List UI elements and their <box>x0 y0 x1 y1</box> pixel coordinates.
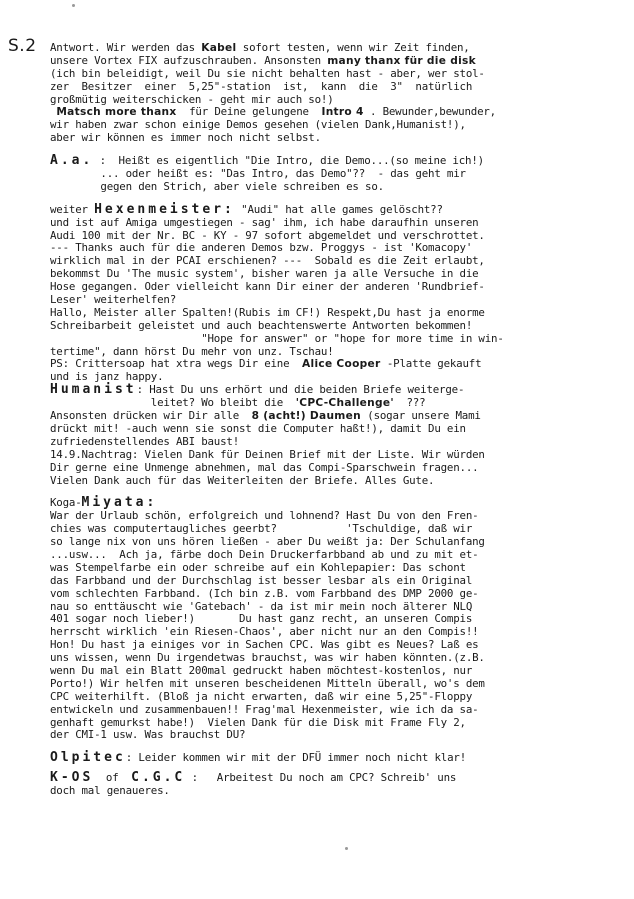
text-run: leitet? Wo bleibt die <box>50 396 296 410</box>
text-run: doch mal genaueres. <box>50 784 170 798</box>
text-run: herrscht wirklich 'ein Riesen-Chaos', aber nicht nur an den Compis!! <box>50 625 479 639</box>
text-run: War der Urlaub schön, erfolgreich und lohnend? Hast Du von den Fren- <box>50 509 479 523</box>
text-run: --- Thanks auch für die anderen Demos bzw. Proggys - ist 'Komacopy' <box>50 241 473 255</box>
addressee-name: Olpitec <box>50 750 126 766</box>
text-run: entwickeln und zusammenbauen!! Frag'mal Hexenmeister, wie ich da sa- <box>50 702 479 716</box>
paragraph <box>50 497 625 742</box>
addressee-name: Humanist <box>50 382 137 398</box>
paragraph <box>50 752 625 765</box>
text-run: Hon! Du hast ja einiges vor in Sachen CPC. Was gibt es Neues? Laß es <box>50 638 479 652</box>
text-run: nau so enttäuscht wie 'Gatebach' - da ist mir mein noch älterer NLQ <box>50 599 473 613</box>
text-run: Porto!) Wir helfen mit unseren bescheidenen Mitteln überall, wo's dem <box>50 676 485 690</box>
text-run: Hose gegangen. Oder vielleicht kann Dir einer der anderen 'Rundbrief- <box>50 280 485 294</box>
letter-body <box>50 42 625 798</box>
text-run: -Platte gekauft <box>380 357 482 371</box>
text-run: Leser' weiterhelfen? <box>50 293 177 307</box>
text-run: Ansonsten drücken wir Dir alle <box>50 409 252 423</box>
text-run: Schreibarbeit geleistet und auch beachtenswerte Antworten bekommen! <box>50 318 473 332</box>
text-run: 14.9.Nachtrag: Vielen Dank für Deinen Brief mit der Liste. Wir würden <box>50 447 485 461</box>
text-line <box>50 752 625 765</box>
text-run: das Farbband und der Durchschlag ist besser lesbar als ein Original <box>50 573 473 587</box>
text-run: : Arbeitest Du noch am CPC? Schreib' uns <box>185 771 457 785</box>
text-run: zufriedenstellendes ABI baust! <box>50 434 240 448</box>
text-run: für Deine gelungene <box>176 105 322 119</box>
text-line <box>50 132 625 145</box>
text-run: zer Besitzer einer 5,25"-station ist, kann die 3" natürlich <box>50 79 473 93</box>
text-run: unsere Vortex FIX aufzuschrauben. Ansonsten <box>50 53 328 67</box>
addressee-name: Hexenmeister: <box>94 201 235 217</box>
text-run: genhaft gemurkst habe!) Vielen Dank für die Disk mit Frame Fly 2, <box>50 715 466 729</box>
highlighted-phrase: Intro 4 <box>321 106 364 119</box>
text-run: uns wissen, wenn Du irgendetwas brauchst, was wir haben könnten.(z.B. <box>50 651 485 665</box>
text-run: "Audi" hat alle games gelöscht?? <box>234 202 443 216</box>
text-run: : Heißt es eigentlich "Die Intro, die Demo...(so meine ich!) <box>93 154 484 168</box>
text-run: Audi 100 mit der Nr. BC - KY - 97 sofort abgemeldet und verschrottet. <box>50 228 485 242</box>
text-run: Dir gerne eine Unmenge abnehmen, mal das Compi-Sparschwein fragen... <box>50 460 479 474</box>
text-run: Vielen Dank auch für das Weiterleiten der Briefe. Alles Gute. <box>50 473 435 487</box>
highlighted-phrase: Kabel <box>201 42 237 54</box>
text-run: drückt mit! -auch wenn sie sonst die Computer haßt!), damit Du ein <box>50 421 466 435</box>
scan-speck <box>345 847 348 850</box>
highlighted-phrase: 8 (acht!) Daumen <box>251 410 361 423</box>
text-run: der CMI-1 usw. Was brauchst DU? <box>50 728 246 742</box>
text-run: Koga- <box>50 496 82 510</box>
text-run: großmütig weiterschicken - geht mir auch so!) <box>50 92 334 106</box>
text-run: Antwort. Wir werden das <box>50 41 202 54</box>
text-run: sofort testen, wenn wir Zeit finden, <box>236 41 470 54</box>
text-run: und ist auf Amiga umgestiegen - sag' ihm, ich habe daraufhin unseren <box>50 215 479 229</box>
text-line <box>50 475 625 488</box>
text-run: so lange nix von uns hören ließen - aber Du weißt ja: Der Schulanfang <box>50 535 485 549</box>
text-run: : Hast Du uns erhört und die beiden Briefe weiterge- <box>136 383 465 397</box>
text-run: wirklich mal in der PCAI erschienen? --- Sobald es die Zeit erlaubt, <box>50 254 485 268</box>
paragraph <box>50 42 625 145</box>
text-run: PS: Crittersoap hat xtra wegs Dir eine <box>50 357 303 371</box>
text-run: chies was computertaugliches geerbt? 'Tschuldige, daß wir <box>50 522 473 536</box>
addressee-name: A.a. <box>50 153 94 169</box>
highlighted-phrase: many thanx für die disk <box>327 54 476 67</box>
text-run: 401 sogar noch lieber!) Du hast ganz recht, an unseren Compis <box>50 612 473 626</box>
text-run: ...usw... Ach ja, färbe doch Dein Druckerfarbband ab und zu mit et- <box>50 547 479 561</box>
text-run: wenn Du mal ein Blatt 200mal gedruckt haben möchtest-kostenlos, nur <box>50 663 473 677</box>
text-run: CPC weiterhilft. (Bloß ja nicht erwarten, daß wir eine 5,25"-Floppy <box>50 689 473 703</box>
text-run: (sogar unsere Mami <box>360 409 481 423</box>
text-run: aber wir können es immer noch nicht selbst. <box>50 131 321 145</box>
page-number: S.2 <box>8 36 37 56</box>
text-run: of <box>93 771 132 785</box>
highlighted-phrase: Alice Cooper <box>302 358 381 371</box>
text-run: : Leider kommen wir mit der DFÜ immer noch nicht klar! <box>125 751 467 765</box>
highlighted-phrase: 'CPC-Challenge' <box>295 397 394 410</box>
paragraph <box>50 772 625 798</box>
addressee-name: Miyata: <box>81 495 158 511</box>
text-run: . Bewunder,bewunder, <box>363 105 496 119</box>
text-run: weiter <box>50 202 95 216</box>
text-run: ... oder heißt es: "Das Intro, das Demo"?? - das geht mir <box>50 167 466 181</box>
paragraph <box>50 155 625 194</box>
text-run: was Stempelfarbe ein oder schreibe auf ein Kohlepapier: Das schont <box>50 560 466 574</box>
text-run: tertime", dann hörst Du mehr von unz. Tschau! <box>50 344 334 358</box>
text-line <box>50 785 625 798</box>
text-run: und is janz happy. <box>50 370 164 384</box>
highlighted-phrase: Matsch more thanx <box>56 106 177 119</box>
addressee-name: K-OS <box>50 770 94 786</box>
text-line <box>50 729 625 742</box>
addressee-name: C.G.C <box>131 770 186 786</box>
text-run: bekommst Du 'The music system', bisher waren ja alle Versuche in die <box>50 267 479 281</box>
scan-speck <box>72 4 75 7</box>
text-run: "Hope for answer" or "hope for more time in win- <box>50 331 504 345</box>
text-run: Hallo, Meister aller Spalten!(Rubis im CF!) Respekt,Du hast ja enorme <box>50 305 485 319</box>
paragraph <box>50 201 625 488</box>
text-line <box>50 94 625 107</box>
text-run: vom schlechten Farbband. (Ich bin z.B. vom Farbband des DMP 2000 ge- <box>50 586 479 600</box>
text-run: gegen den Strich, aber viele schreiben es so. <box>50 179 384 193</box>
text-run: (ich bin beleidigt, weil Du sie nicht behalten hast - aber, wer stol- <box>50 66 485 80</box>
text-run: wir haben zwar schon einige Demos gesehen (vielen Dank,Humanist!), <box>50 118 466 132</box>
text-line <box>50 181 625 194</box>
text-run: ??? <box>393 396 426 410</box>
